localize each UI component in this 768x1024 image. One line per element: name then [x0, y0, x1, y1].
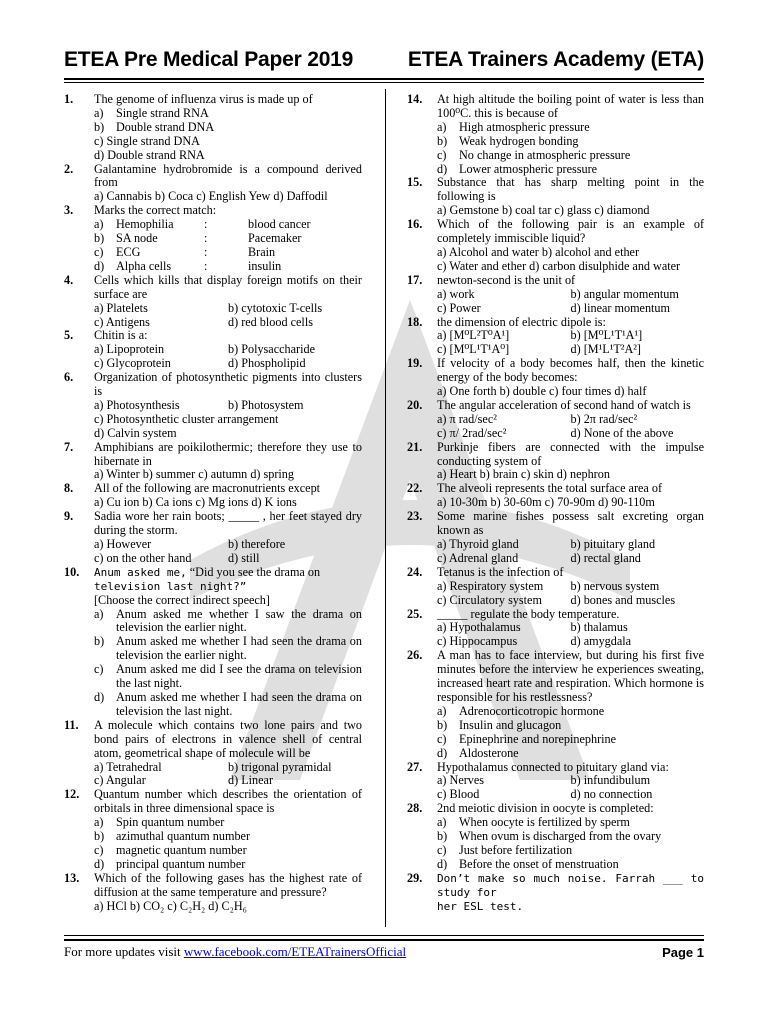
question-text: _____ regulate the body temperature.	[437, 606, 620, 621]
option-text: magnetic quantum number	[116, 842, 247, 857]
question-text: Anum asked me,	[94, 565, 187, 579]
option-text: Anum asked me whether I had seen the drama on television the last night.	[116, 689, 362, 718]
option-text: b) Photosystem	[228, 397, 304, 412]
question-number: 11.	[64, 717, 79, 732]
match-right: Brain	[248, 244, 276, 259]
option-text: a) Lipoprotein	[94, 342, 165, 357]
question-number: 22.	[407, 481, 423, 496]
option-text: c) Glycoprotein	[94, 356, 171, 371]
option-text: c) Power	[437, 300, 481, 315]
question-text: television last night?”	[94, 579, 247, 593]
option-text: azimuthal quantum number	[116, 829, 251, 844]
question-7	[64, 441, 362, 483]
option-text: d) no connection	[570, 787, 653, 802]
question-text: A molecule which contains two lone pairs and two bond pairs of electrons in valence shell of central atom, geometrical shape of molecule will be	[94, 717, 362, 760]
question-number: 19.	[407, 356, 423, 371]
option-text: No change in atmospheric pressure	[459, 147, 631, 162]
match-right: Pacemaker	[248, 231, 302, 246]
option-text: c) Antigens	[94, 314, 150, 329]
question-8	[64, 482, 362, 510]
option-text: a) Gemstone b) coal tar c) glass c) diamond	[437, 203, 650, 218]
question-number: 29.	[407, 870, 423, 885]
question-text: All of the following are macronutrients except	[94, 481, 321, 496]
question-text: The angular acceleration of second hand of watch is	[437, 397, 691, 412]
header-rule-thin	[64, 82, 704, 83]
option-text: d) still	[228, 550, 260, 565]
question-number: 27.	[407, 759, 423, 774]
question-28	[407, 802, 704, 872]
question-number: 21.	[407, 439, 423, 454]
option-text: Insulin and glucagon	[459, 717, 562, 732]
question-text: Don’t make so much noise. Farrah ___ to study for	[437, 871, 704, 899]
page-header	[64, 44, 704, 72]
option-text: Anum asked me whether I saw the drama on television the earlier night.	[116, 606, 362, 635]
option-text: c) π/ 2rad/sec²	[437, 425, 507, 440]
question-22	[407, 482, 704, 510]
option-text: High atmospheric pressure	[459, 119, 590, 134]
option-text: a) work	[437, 286, 475, 301]
question-text: the dimension of electric dipole is:	[437, 314, 606, 329]
question-number: 15.	[407, 175, 423, 190]
option-text: d) Linear	[228, 773, 274, 788]
right-column	[407, 93, 704, 913]
option-text: a) 10-30m b) 30-60m c) 70-90m d) 90-110m	[437, 495, 655, 510]
option-letter: d)	[437, 856, 448, 871]
option-letter: b)	[94, 634, 105, 649]
header-rule	[64, 78, 704, 80]
question-number: 28.	[407, 801, 423, 816]
option-text: Anum asked me whether I had seen the drama on television the earlier night.	[116, 634, 362, 663]
question-number: 12.	[64, 787, 80, 802]
option-text: a) One forth b) double c) four times d) half	[437, 384, 647, 399]
option-text: c) Photosynthetic cluster arrangement	[94, 411, 279, 426]
question-text: Sadia wore her rain boots; _____ , her feet stayed dry during the storm.	[94, 509, 362, 538]
option-letter: b)	[437, 133, 448, 148]
question-number: 1.	[64, 92, 74, 106]
option-letter: b)	[94, 119, 105, 134]
question-number: 14.	[407, 92, 423, 106]
option-letter: c)	[437, 147, 447, 162]
question-20	[407, 399, 704, 441]
option-text: b) thalamus	[570, 620, 628, 635]
option-text: Anum asked me did I see the drama on television the last night.	[116, 662, 362, 691]
option-text: Just before fertilization	[459, 842, 573, 857]
question-number: 24.	[407, 564, 423, 579]
question-number: 7.	[64, 439, 74, 454]
option-letter: a)	[437, 119, 447, 134]
left-column	[64, 93, 362, 913]
paper-title: ETEA Pre Medical Paper 2019	[64, 48, 354, 71]
option-text: b) trigonal pyramidal	[228, 759, 332, 774]
option-text: principal quantum number	[116, 856, 246, 871]
footer-note	[64, 944, 406, 960]
question-text: her ESL test.	[437, 899, 524, 913]
match-left: ECG	[116, 244, 141, 259]
question-27	[407, 761, 704, 803]
question-text: Amphibians are poikilothermic; therefore they use to hibernate in	[94, 439, 362, 468]
question-text: Hypothalamus connected to pituitary gland via:	[437, 759, 669, 774]
match-colon: :	[204, 217, 208, 232]
question-3	[64, 204, 362, 274]
option-text: a) [M⁰L²T⁰A¹]	[437, 328, 510, 343]
footer-rule	[64, 939, 704, 941]
question-number: 20.	[407, 397, 423, 412]
question-number: 25.	[407, 606, 423, 621]
option-text: Weak hydrogen bonding	[459, 133, 579, 148]
question-number: 16.	[407, 217, 423, 232]
option-letter: d)	[437, 161, 448, 176]
question-4	[64, 274, 362, 330]
question-14	[407, 93, 704, 176]
option-text: a) Alcohol and water b) alcohol and ether	[437, 244, 640, 259]
question-18	[407, 316, 704, 358]
question-29	[407, 872, 704, 914]
question-text: Substance that has sharp melting point in the following is	[437, 175, 704, 204]
question-text: The genome of influenza virus is made up of	[94, 92, 313, 106]
option-text: b) [M⁰L¹T¹A¹]	[570, 328, 643, 343]
option-letter: a)	[437, 703, 447, 718]
question-number: 4.	[64, 272, 74, 287]
question-10	[64, 566, 362, 719]
question-number: 10.	[64, 564, 80, 579]
option-letter: b)	[437, 717, 448, 732]
option-text: c) Water and ether d) carbon disulphide and water	[437, 258, 681, 273]
option-letter: c)	[94, 662, 104, 677]
match-left: Alpha cells	[116, 258, 172, 273]
page-footer	[64, 942, 704, 962]
option-text: b) angular momentum	[570, 286, 679, 301]
question-number: 18.	[407, 314, 423, 329]
question-number: 5.	[64, 328, 74, 343]
option-text: Aldosterone	[459, 745, 519, 760]
option-letter: a)	[94, 217, 104, 232]
question-text: If velocity of a body becomes half, then the kinetic energy of the body becomes:	[437, 356, 704, 385]
match-right: insulin	[248, 258, 282, 273]
option-text: Adrenocorticotropic hormone	[459, 703, 605, 718]
question-number: 26.	[407, 648, 423, 663]
question-text: Which of the following gases has the highest rate of diffusion at the same temperature and pressure?	[94, 870, 362, 899]
option-text: c) Hippocampus	[437, 634, 518, 649]
question-15	[407, 176, 704, 218]
option-text: Spin quantum number	[116, 815, 225, 830]
question-text: Marks the correct match:	[94, 203, 217, 218]
match-table	[64, 218, 362, 274]
option-text: b) 2π rad/sec²	[570, 411, 638, 426]
option-text: a) Nerves	[437, 773, 485, 788]
option-text: c) [M⁰L¹T¹A⁰]	[437, 342, 510, 357]
option-text: c) Adrenal gland	[437, 550, 519, 565]
question-25	[407, 608, 704, 650]
option-text: a) Platelets	[94, 300, 148, 315]
question-26	[407, 649, 704, 760]
question-number: 9.	[64, 509, 74, 524]
option-text: d) None of the above	[570, 425, 674, 440]
option-text: Before the onset of menstruation	[459, 856, 619, 871]
question-number: 23.	[407, 509, 423, 524]
question-text: Which of the following pair is an example of completely immiscible liquid?	[437, 217, 704, 246]
question-number: 13.	[64, 870, 80, 885]
question-16	[407, 218, 704, 274]
question-24	[407, 566, 704, 608]
question-number: 3.	[64, 203, 74, 218]
question-6	[64, 371, 362, 441]
option-letter: c)	[94, 842, 104, 857]
option-text: a) Thyroid gland	[437, 537, 519, 551]
academy-title: ETEA Trainers Academy (ETA)	[407, 48, 704, 71]
option-letter: a)	[94, 105, 104, 120]
option-text: When ovum is discharged from the ovary	[459, 829, 662, 844]
question-5	[64, 329, 362, 371]
option-text: b) infundibulum	[570, 773, 651, 788]
question-text: Organization of photosynthetic pigments into clusters is	[94, 370, 362, 399]
footer-text: For more updates visit	[64, 944, 181, 959]
option-letter: c)	[94, 244, 104, 259]
option-text: Epinephrine and norepinephrine	[459, 731, 617, 746]
option-text: d) amygdala	[570, 634, 632, 649]
option-letter: c)	[437, 842, 447, 857]
option-letter: a)	[437, 815, 447, 830]
question-text: newton-second is the unit of	[437, 272, 576, 287]
option-text: b) cytotoxic T-cells	[228, 300, 323, 315]
option-text: a) Photosynthesis	[94, 397, 180, 412]
question-text: Galantamine hydrobromide is a compound derived from	[94, 161, 362, 190]
option-text: Lower atmospheric pressure	[459, 161, 598, 176]
match-left: Hemophilia	[116, 217, 174, 232]
option-text: d) rectal gland	[570, 550, 641, 565]
option-text: d) red blood cells	[228, 314, 313, 329]
question-9	[64, 510, 362, 566]
option-text: a) Hypothalamus	[437, 620, 521, 635]
option-text: a) Respiratory system	[437, 578, 544, 593]
option-text: c) on the other hand	[94, 550, 192, 565]
option-text: a) Winter b) summer c) autumn d) spring	[94, 467, 294, 482]
question-text: Quantum number which describes the orientation of orbitals in three dimensional space is	[94, 787, 362, 816]
option-letter: d)	[94, 856, 105, 871]
question-text: Cells which kills that display foreign motifs on their surface are	[94, 272, 362, 301]
option-text: a) Cannabis b) Coca c) English Yew d) Daffodil	[94, 189, 328, 204]
question-text: “Did you see the drama on	[189, 564, 321, 579]
option-letter: a)	[94, 815, 104, 830]
question-number: 2.	[64, 161, 74, 176]
footer-rule-thin	[64, 935, 704, 936]
option-text: c) Circulatory system	[437, 592, 542, 607]
match-colon: :	[204, 258, 208, 273]
option-text: b) nervous system	[570, 578, 660, 593]
option-text: d) [M¹L¹T²A²]	[570, 342, 641, 357]
option-letter: b)	[94, 231, 105, 246]
question-text: Chitin is a:	[94, 328, 148, 343]
option-text: d) bones and muscles	[570, 592, 676, 607]
question-12	[64, 788, 362, 871]
option-text: a) Cu ion b) Ca ions c) Mg ions d) K ions	[94, 495, 297, 510]
option-letter: d)	[437, 745, 448, 760]
question-text: Purkinje fibers are connected with the impulse conducting system of	[437, 439, 704, 468]
question-text: Some marine fishes possess salt excreting organ known as	[437, 509, 704, 538]
question-text: Tetanus is the infection of	[437, 564, 564, 579]
question-11	[64, 719, 362, 789]
question-21	[407, 441, 704, 483]
option-text: a) HCl b) CO₂ c) C₂H₂ d) C₂H₆	[94, 898, 247, 913]
match-colon: :	[204, 231, 208, 246]
question-17	[407, 274, 704, 316]
question-number: 6.	[64, 370, 74, 385]
option-text: a) Heart b) brain c) skin d) nephron	[437, 467, 610, 482]
option-letter: b)	[437, 829, 448, 844]
option-text: Single strand RNA	[116, 105, 209, 120]
option-letter: d)	[94, 689, 105, 704]
question-23	[407, 510, 704, 566]
question-text: 2nd meiotic division in oocyte is completed:	[437, 801, 654, 816]
column-divider	[385, 89, 386, 927]
option-text: c) Blood	[437, 787, 480, 802]
match-left: SA node	[116, 231, 158, 246]
option-text: a) However	[94, 537, 152, 551]
question-text: The alveoli represents the total surface area of	[437, 481, 663, 496]
question-text: At high altitude the boiling point of water is less than 100⁰C. this is because of	[437, 92, 704, 120]
option-letter: a)	[94, 606, 104, 621]
option-text: a) π rad/sec²	[437, 411, 497, 426]
option-text: Double strand DNA	[116, 119, 215, 134]
option-text: c) Single strand DNA	[94, 133, 200, 148]
option-text: d) Double strand RNA	[94, 147, 205, 162]
option-text: d) Phospholipid	[228, 356, 306, 371]
option-text: d) Calvin system	[94, 425, 177, 440]
option-letter: d)	[94, 258, 105, 273]
option-text: d) linear momentum	[570, 300, 671, 315]
option-text: When oocyte is fertilized by sperm	[459, 815, 630, 830]
question-2	[64, 163, 362, 205]
option-text: b) therefore	[228, 537, 286, 551]
page-number: Page 1	[662, 944, 704, 960]
option-letter: c)	[437, 731, 447, 746]
question-number: 17.	[407, 272, 423, 287]
question-number: 8.	[64, 481, 74, 496]
question-text: A man has to face interview, but during his first five minutes before the interview he experiences sweating, increased heart rate and respiration. Which hormone is responsible for his restlessness?	[437, 648, 704, 704]
option-letter: b)	[94, 829, 105, 844]
question-19	[407, 357, 704, 399]
match-right: blood cancer	[248, 217, 311, 232]
option-text: b) pituitary gland	[570, 537, 656, 551]
option-text: a) Tetrahedral	[94, 759, 162, 774]
option-text: b) Polysaccharide	[228, 342, 315, 357]
option-text: c) Angular	[94, 773, 146, 788]
question-13	[64, 872, 362, 914]
question-instruction: [Choose the correct indirect speech]	[94, 592, 270, 607]
facebook-link[interactable]: www.facebook.com/ETEATrainersOfficial	[183, 944, 407, 959]
match-colon: :	[204, 244, 208, 259]
question-1	[64, 93, 362, 163]
